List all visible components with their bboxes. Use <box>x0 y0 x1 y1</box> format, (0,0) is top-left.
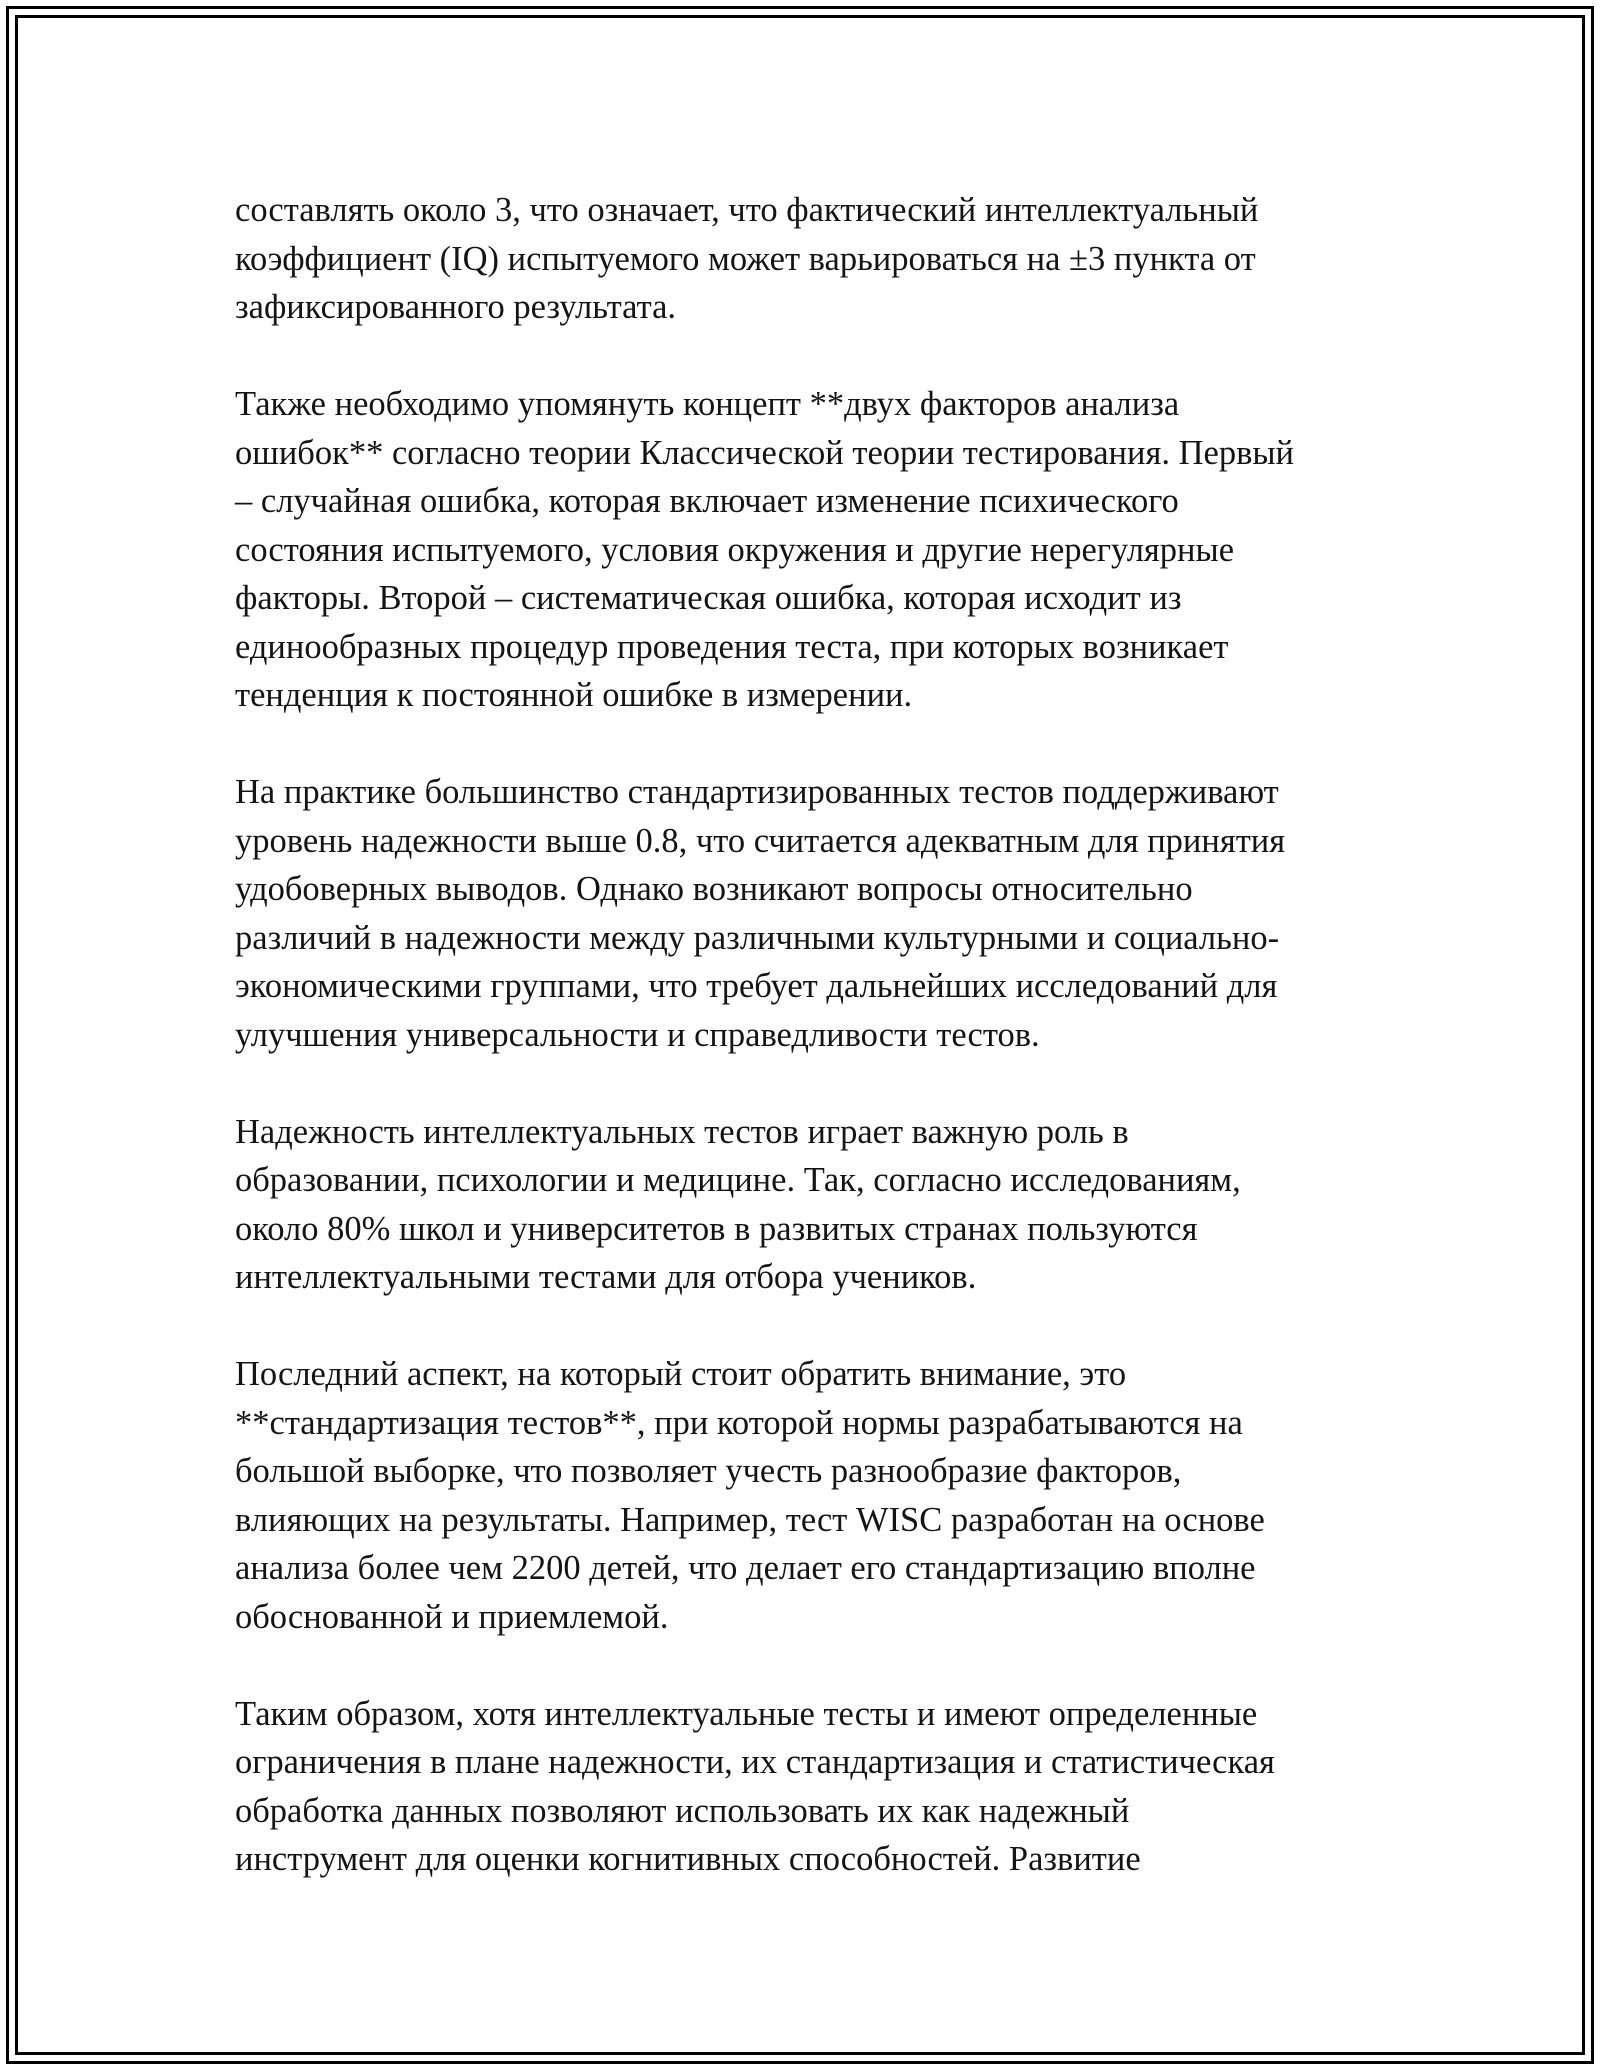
text-line: зафиксированного результата. <box>235 288 677 326</box>
paragraph-6 <box>235 1690 1375 1884</box>
text-line: единообразных процедур проведения теста, при которых возникает <box>235 627 1229 666</box>
text-line: коэффициент (IQ) испытуемого может варьироваться на ±3 пункта от <box>235 239 1256 278</box>
paragraph-4 <box>235 1108 1375 1302</box>
text-line: большой выборке, что позволяет учесть разнообразие факторов, <box>235 1452 1182 1490</box>
text-line: Надежность интеллектуальных тестов играет важную роль в <box>235 1112 1129 1151</box>
text-line: влияющих на результаты. Например, тест WISC разработан на основе <box>235 1500 1265 1539</box>
text-line: интеллектуальными тестами для отбора учеников. <box>235 1258 977 1296</box>
text-line: инструмент для оценки когнитивных способностей. Развитие <box>235 1840 1141 1878</box>
document-body <box>235 186 1375 1932</box>
text-line: образовании, психологии и медицине. Так, согласно исследованиям, <box>235 1161 1241 1199</box>
text-line: тенденция к постоянной ошибке в измерении. <box>235 676 913 714</box>
text-line: На практике большинство стандартизированных тестов поддерживают <box>235 773 1279 811</box>
text-line: – случайная ошибка, которая включает изменение психического <box>235 482 1179 520</box>
paragraph-2 <box>235 380 1375 720</box>
text-line: анализа более чем 2200 детей, что делает его стандартизацию вполне <box>235 1549 1256 1587</box>
paragraph-5 <box>235 1350 1375 1641</box>
text-line: удобоверных выводов. Однако возникают вопросы относительно <box>235 870 1193 908</box>
text-line: ошибок** согласно теории Классической теории тестирования. Первый <box>235 433 1295 472</box>
text-line: Также необходимо упомянуть концепт **двух факторов анализа <box>235 385 1180 423</box>
paragraph-3 <box>235 768 1375 1059</box>
text-line: **стандартизация тестов**, при которой нормы разрабатываются на <box>235 1403 1243 1442</box>
text-line: составлять около 3, что означает, что фактический интеллектуальный <box>235 191 1259 229</box>
text-line: Последний аспект, на который стоит обратить внимание, это <box>235 1355 1127 1393</box>
text-line: ограничения в плане надежности, их стандартизация и статистическая <box>235 1743 1275 1781</box>
text-line: обработка данных позволяют использовать их как надежный <box>235 1791 1130 1830</box>
text-line: факторы. Второй – систематическая ошибка, которая исходит из <box>235 579 1182 617</box>
text-line: уровень надежности выше 0.8, что считается адекватным для принятия <box>235 821 1286 860</box>
text-line: обоснованной и приемлемой. <box>235 1597 669 1636</box>
paragraph-1 <box>235 186 1375 332</box>
text-line: около 80% школ и университетов в развитых странах пользуются <box>235 1209 1198 1248</box>
text-line: экономическими группами, что требует дальнейших исследований для <box>235 967 1278 1005</box>
text-line: состояния испытуемого, условия окружения и другие нерегулярные <box>235 530 1235 569</box>
text-line: улучшения универсальности и справедливости тестов. <box>235 1015 1040 1054</box>
text-line: Таким образом, хотя интеллектуальные тесты и имеют определенные <box>235 1694 1258 1733</box>
text-line: различий в надежности между различными культурными и социально- <box>235 918 1280 957</box>
